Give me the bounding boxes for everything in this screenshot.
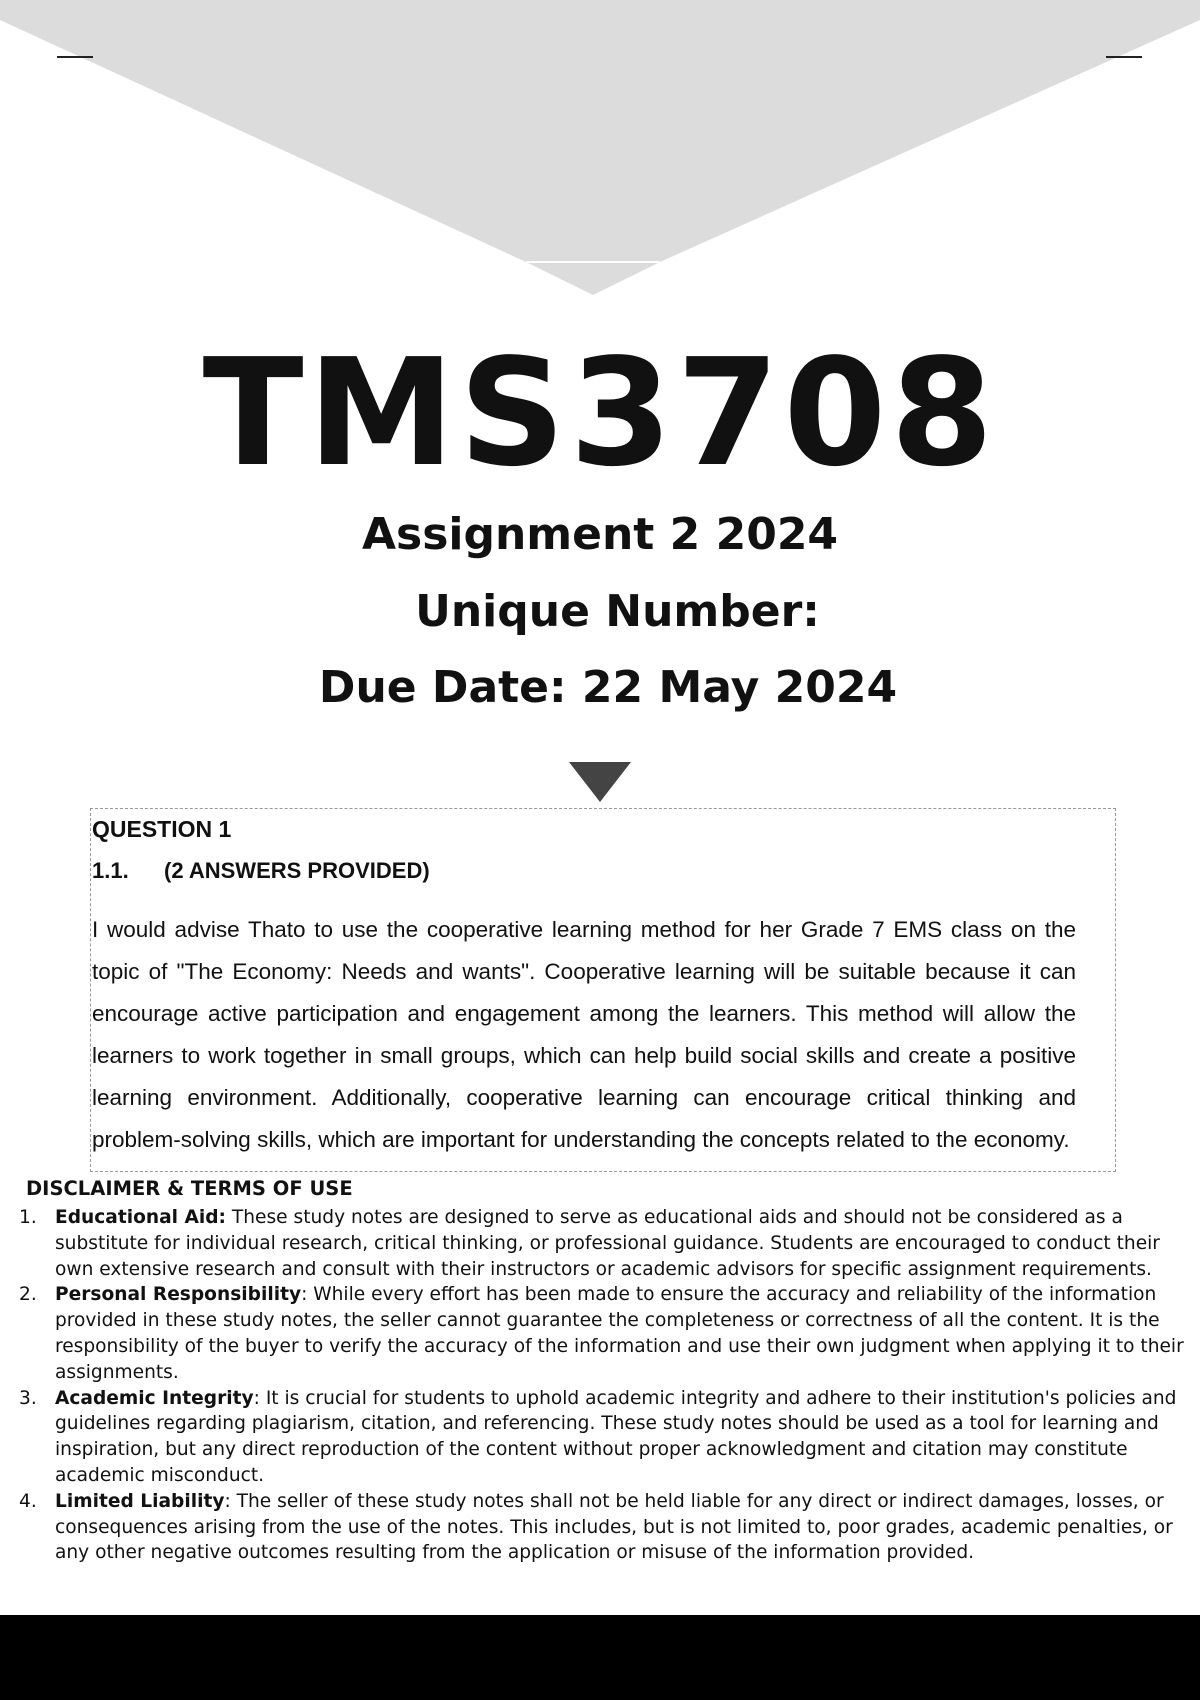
disclaimer-title: DISCLAIMER & TERMS OF USE <box>26 1177 353 1200</box>
question-subheading <box>92 854 430 888</box>
disclaimer-item-number: 2. <box>19 1284 37 1306</box>
course-code: TMS3708 <box>202 327 998 499</box>
disclaimer-list <box>0 1205 1200 1566</box>
question-title: QUESTION 1 <box>92 816 232 842</box>
disclaimer-item-term: Personal Responsibility <box>55 1284 302 1306</box>
due-date: Due Date: 22 May 2024 <box>318 662 898 713</box>
disclaimer-item-number: 1. <box>19 1207 37 1228</box>
question-sub-label: (2 ANSWERS PROVIDED) <box>164 858 430 883</box>
footer-bar <box>0 1615 1200 1700</box>
question-sub-number: 1.1. <box>92 858 129 883</box>
corner-mark-right <box>1106 56 1142 58</box>
unique-number-label: Unique Number: <box>415 586 820 637</box>
disclaimer-item-text: : The seller of these study notes shall not be held liable for any direct or indirect damages, losses, or consequences arising from the use of the notes. This includes, but is not limited to, poor grades, academic penalties, or any other negative outcomes resulting from the application or misuse of the information provided. <box>55 1490 1173 1564</box>
disclaimer-item-text: : While every effort has been made to ensure the accuracy and reliability of the information provided in these study notes, the seller cannot guarantee the completeness or correctness of all the content. It is the responsibility of the buyer to verify the accuracy of the information and use their own judgment when applying it to their assignments. <box>55 1284 1184 1383</box>
top-chevron-banner <box>0 0 1200 300</box>
disclaimer-item-text: These study notes are designed to serve as educational aids and should not be considered as a substitute for individual research, critical thinking, or professional guidance. Students are encouraged to conduct their own extensive research and consult with their instructors or academic advisors for specific assignment requirements. <box>55 1207 1160 1280</box>
disclaimer-item-personal-responsibility <box>0 1282 1200 1385</box>
down-arrow-icon <box>569 762 631 802</box>
banner-chevron-shape <box>0 0 1200 295</box>
assignment-title: Assignment 2 2024 <box>361 509 839 560</box>
disclaimer-item-term: Limited Liability <box>55 1490 225 1512</box>
question-answer-text: I would advise Thato to use the cooperative learning method for her Grade 7 EMS class on the topic of "The Economy: Needs and wants". Cooperative learning will be suitable because it can encourage active participation and engagement among the learners. This method will allow the learners to work together in small groups, which can help build social skills and create a positive learning environment. Additionally, cooperative learning can encourage critical thinking and problem-solving skills, which are important for understanding the concepts related to the economy. <box>92 917 1076 1152</box>
disclaimer-item-text: : It is crucial for students to uphold academic integrity and adhere to their institution's policies and guidelines regarding plagiarism, citation, and referencing. These study notes should be used as a tool for learning and inspiration, but any direct reproduction of the content without proper acknowledgment and citation may constitute academic misconduct. <box>55 1387 1177 1486</box>
question-preview-box <box>90 808 1116 1172</box>
disclaimer-item-term: Educational Aid: <box>55 1207 226 1228</box>
disclaimer-item-limited-liability <box>0 1489 1200 1566</box>
disclaimer-item-number: 4. <box>19 1490 37 1512</box>
corner-mark-left <box>57 56 93 58</box>
disclaimer-item-number: 3. <box>19 1387 37 1409</box>
disclaimer-item-academic-integrity <box>0 1386 1200 1489</box>
disclaimer-item-term: Academic Integrity <box>55 1387 254 1409</box>
disclaimer-item-educational-aid <box>0 1205 1200 1282</box>
